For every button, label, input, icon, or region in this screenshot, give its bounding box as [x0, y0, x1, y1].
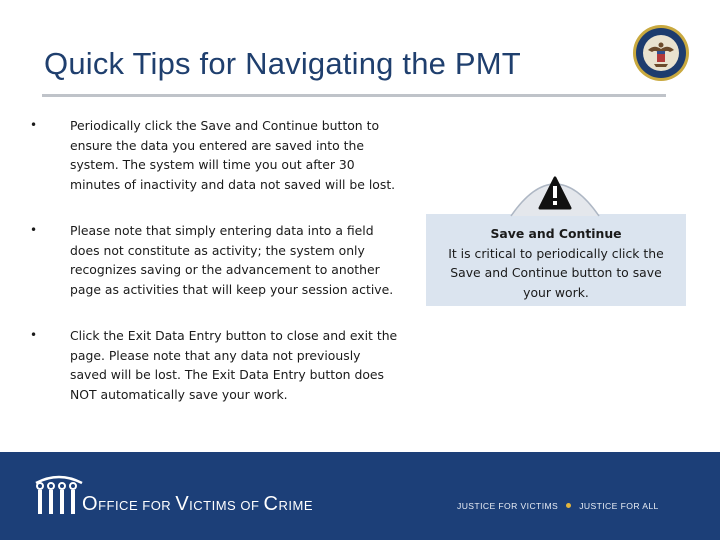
warning-icon [507, 166, 603, 218]
tip-text: Please note that simply entering data into a field does not constitute as activity; the system only recognizes saving or the advancement to another page as activities that will keep your session active. [70, 223, 394, 297]
tagline-right: JUSTICE FOR ALL [579, 501, 659, 511]
bullet-marker: • [30, 118, 38, 132]
bullet-marker: • [30, 328, 38, 342]
footer-tagline [457, 501, 659, 511]
bullet-marker: • [30, 223, 38, 237]
tips-list [30, 116, 400, 404]
footer-org-name: OFFICE FOR VICTIMS OF CRIME [82, 493, 313, 515]
callout-text [426, 224, 686, 302]
callout-heading: Save and Continue [490, 226, 622, 241]
title-divider [42, 94, 666, 97]
list-item [30, 326, 400, 404]
list-item [30, 221, 400, 299]
tagline-separator [566, 503, 571, 508]
callout-body: It is critical to periodically click the Save and Continue button to save your work. [448, 245, 664, 300]
doj-seal-icon [632, 24, 690, 82]
pillars-logo-icon [34, 473, 84, 519]
list-item [30, 116, 400, 194]
tip-text: Periodically click the Save and Continue button to ensure the data you entered are saved into the system. The system will time you out after 30 minutes of inactivity and data not saved will be lost. [70, 118, 396, 192]
slide-title: Quick Tips for Navigating the PMT [44, 46, 521, 81]
tagline-left: JUSTICE FOR VICTIMS [457, 501, 559, 511]
tip-text: Click the Exit Data Entry button to close and exit the page. Please note that any data not previously saved will be lost. The Exit Data Entry button does NOT automatically save your work. [70, 328, 398, 402]
